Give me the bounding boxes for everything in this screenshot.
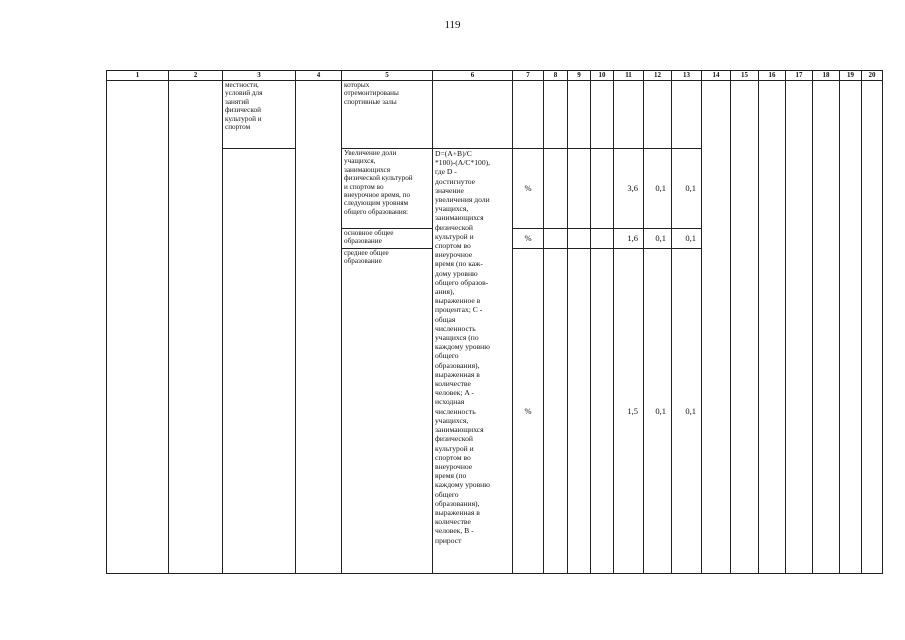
col-header: 7 bbox=[513, 71, 544, 81]
value-cell: 0,1 bbox=[672, 229, 702, 249]
table-cell bbox=[568, 149, 591, 229]
table-cell bbox=[731, 81, 759, 574]
value-cell: 0,1 bbox=[672, 249, 702, 574]
table-cell bbox=[702, 81, 731, 574]
table-cell bbox=[862, 81, 883, 574]
col-header: 17 bbox=[786, 71, 813, 81]
unit-cell: % bbox=[513, 249, 544, 574]
table-cell bbox=[614, 81, 644, 149]
value-cell: 0,1 bbox=[644, 149, 672, 229]
table-cell bbox=[644, 81, 672, 149]
value-cell: 1,5 bbox=[614, 249, 644, 574]
table-cell: которых отремонтированы спортивные залы bbox=[342, 81, 433, 149]
table-cell bbox=[169, 81, 223, 574]
table-cell bbox=[544, 249, 568, 574]
value-cell: 0,1 bbox=[672, 149, 702, 229]
value-cell: 0,1 bbox=[644, 249, 672, 574]
unit-cell: % bbox=[513, 149, 544, 229]
table-cell: местности, условий для занятий физической культурой и спортом bbox=[223, 81, 296, 149]
table-cell bbox=[591, 149, 614, 229]
table-cell bbox=[672, 81, 702, 149]
col-header: 15 bbox=[731, 71, 759, 81]
table-cell bbox=[591, 249, 614, 574]
table-cell bbox=[591, 81, 614, 149]
col-header: 4 bbox=[296, 71, 342, 81]
page-number: 119 bbox=[444, 19, 461, 31]
table-cell bbox=[513, 81, 544, 149]
table-cell bbox=[813, 81, 840, 574]
col-header: 9 bbox=[568, 71, 591, 81]
table-row bbox=[107, 81, 883, 149]
table-cell bbox=[107, 81, 169, 574]
table-cell bbox=[591, 229, 614, 249]
col-header: 12 bbox=[644, 71, 672, 81]
table-cell bbox=[544, 229, 568, 249]
table-cell bbox=[433, 81, 513, 149]
indicator-table bbox=[106, 70, 883, 574]
col-header: 19 bbox=[840, 71, 862, 81]
table-cell bbox=[568, 229, 591, 249]
col-header: 1 bbox=[107, 71, 169, 81]
col-header: 3 bbox=[223, 71, 296, 81]
table-cell bbox=[568, 81, 591, 149]
header-row bbox=[107, 71, 883, 81]
table-cell: основное общее образование bbox=[342, 229, 433, 249]
col-header: 18 bbox=[813, 71, 840, 81]
col-header: 14 bbox=[702, 71, 731, 81]
col-header: 2 bbox=[169, 71, 223, 81]
value-cell: 1,6 bbox=[614, 229, 644, 249]
col-header: 8 bbox=[544, 71, 568, 81]
table-cell bbox=[544, 149, 568, 229]
table-cell: Увеличение доли учащихся, занимающихся физической культурой и спортом во внеурочное время, по следующим уровням общего образования: bbox=[342, 149, 433, 229]
table-cell: среднее общее образование bbox=[342, 249, 433, 574]
table-cell bbox=[223, 149, 296, 574]
col-header: 20 bbox=[862, 71, 883, 81]
value-cell: 3,6 bbox=[614, 149, 644, 229]
table-cell bbox=[544, 81, 568, 149]
value-cell: 0,1 bbox=[644, 229, 672, 249]
table-cell bbox=[840, 81, 862, 574]
col-header: 13 bbox=[672, 71, 702, 81]
col-header: 5 bbox=[342, 71, 433, 81]
table-cell bbox=[568, 249, 591, 574]
col-header: 6 bbox=[433, 71, 513, 81]
table-cell bbox=[786, 81, 813, 574]
table-cell bbox=[759, 81, 786, 574]
col-header: 10 bbox=[591, 71, 614, 81]
col-header: 11 bbox=[614, 71, 644, 81]
col-header: 16 bbox=[759, 71, 786, 81]
table-cell bbox=[296, 81, 342, 574]
unit-cell: % bbox=[513, 229, 544, 249]
formula-cell: D=(A+B)/C *100)-(A/C*100), где D - достигнутое значение увеличения доли учащихся, занимающихся физической культурой и спортом во внеурочное время (по каж- дому уровню общего образов- ания), выраженное в процентах; C - общая численность учащихся (по каждому уровню общего образования), выраженная в количестве человек; A - исходная численность учащихся, занимающихся физической культурой и спортом во внеурочное время (по каждому уровню общего образования), выраженная в количестве человек, B - прирост bbox=[433, 149, 513, 574]
